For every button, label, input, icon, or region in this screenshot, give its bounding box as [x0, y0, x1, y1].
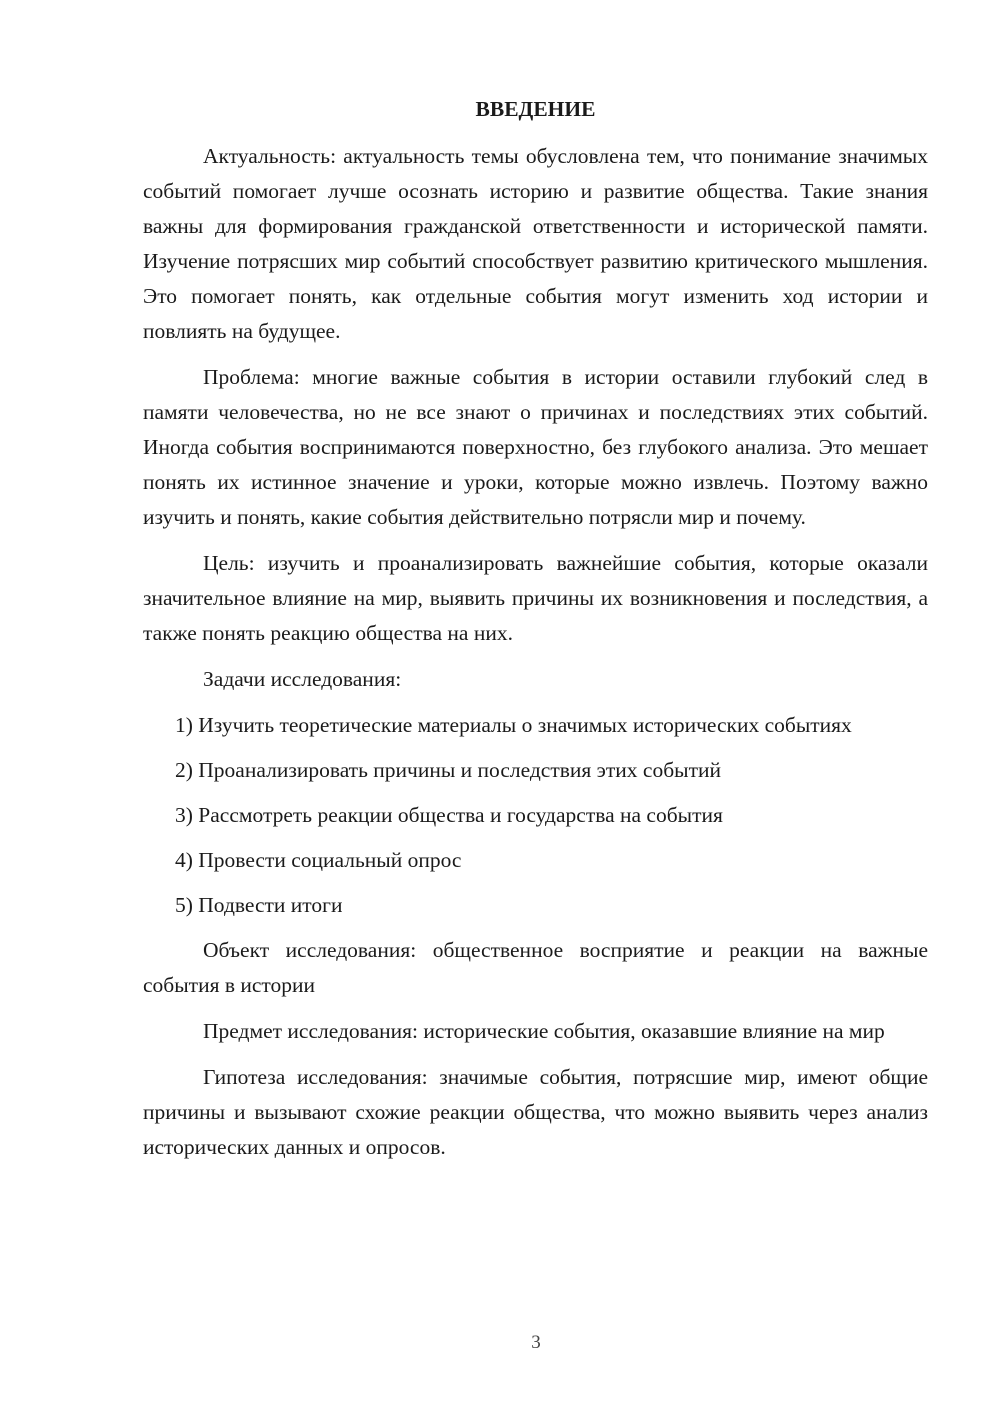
- paragraph-subject: Предмет исследования: исторические события, оказавшие влияние на мир: [203, 1019, 885, 1043]
- tasks-title: Задачи исследования:: [203, 667, 402, 691]
- document-page: [143, 92, 928, 1176]
- task-item-3: 3) Рассмотреть реакции общества и государства на события: [175, 803, 723, 827]
- page-title: ВВЕДЕНИЕ: [475, 97, 596, 121]
- task-item-4: 4) Провести социальный опрос: [175, 848, 462, 872]
- task-item-1: 1) Изучить теоретические материалы о значимых исторических событиях: [175, 713, 852, 737]
- paragraph-problem: Проблема: многие важные события в истории оставили глубокий след в памяти человечества, но не все знают о причинах и последствиях этих событий. Иногда события воспринимаются поверхностно, без глубокого анализа. Это мешает понять их истинное значение и уроки, которые можно извлечь. Поэтому важно изучить и понять, какие события действительно потрясли мир и почему.: [143, 365, 928, 529]
- paragraph-goal: Цель: изучить и проанализировать важнейшие события, которые оказали значительное влияние на мир, выявить причины их возникновения и последствия, а также понять реакцию общества на них.: [143, 551, 928, 645]
- paragraph-relevance: Актуальность: актуальность темы обусловлена тем, что понимание значимых событий помогает лучше осознать историю и развитие общества. Такие знания важны для формирования гражданской ответственности и исторической памяти. Изучение потрясших мир событий способствует развитию критического мышления. Это помогает понять, как отдельные события могут изменить ход истории и повлиять на будущее.: [143, 144, 928, 343]
- task-item-2: 2) Проанализировать причины и последствия этих событий: [175, 758, 722, 782]
- paragraph-hypothesis: Гипотеза исследования: значимые события, потрясшие мир, имеют общие причины и вызывают схожие реакции общества, что можно выявить через анализ исторических данных и опросов.: [143, 1065, 928, 1159]
- task-item-5: 5) Подвести итоги: [175, 893, 343, 917]
- page-number: 3: [531, 1332, 541, 1353]
- tasks-list: [143, 708, 928, 923]
- paragraph-object: Объект исследования: общественное восприятие и реакции на важные события в истории: [143, 938, 928, 997]
